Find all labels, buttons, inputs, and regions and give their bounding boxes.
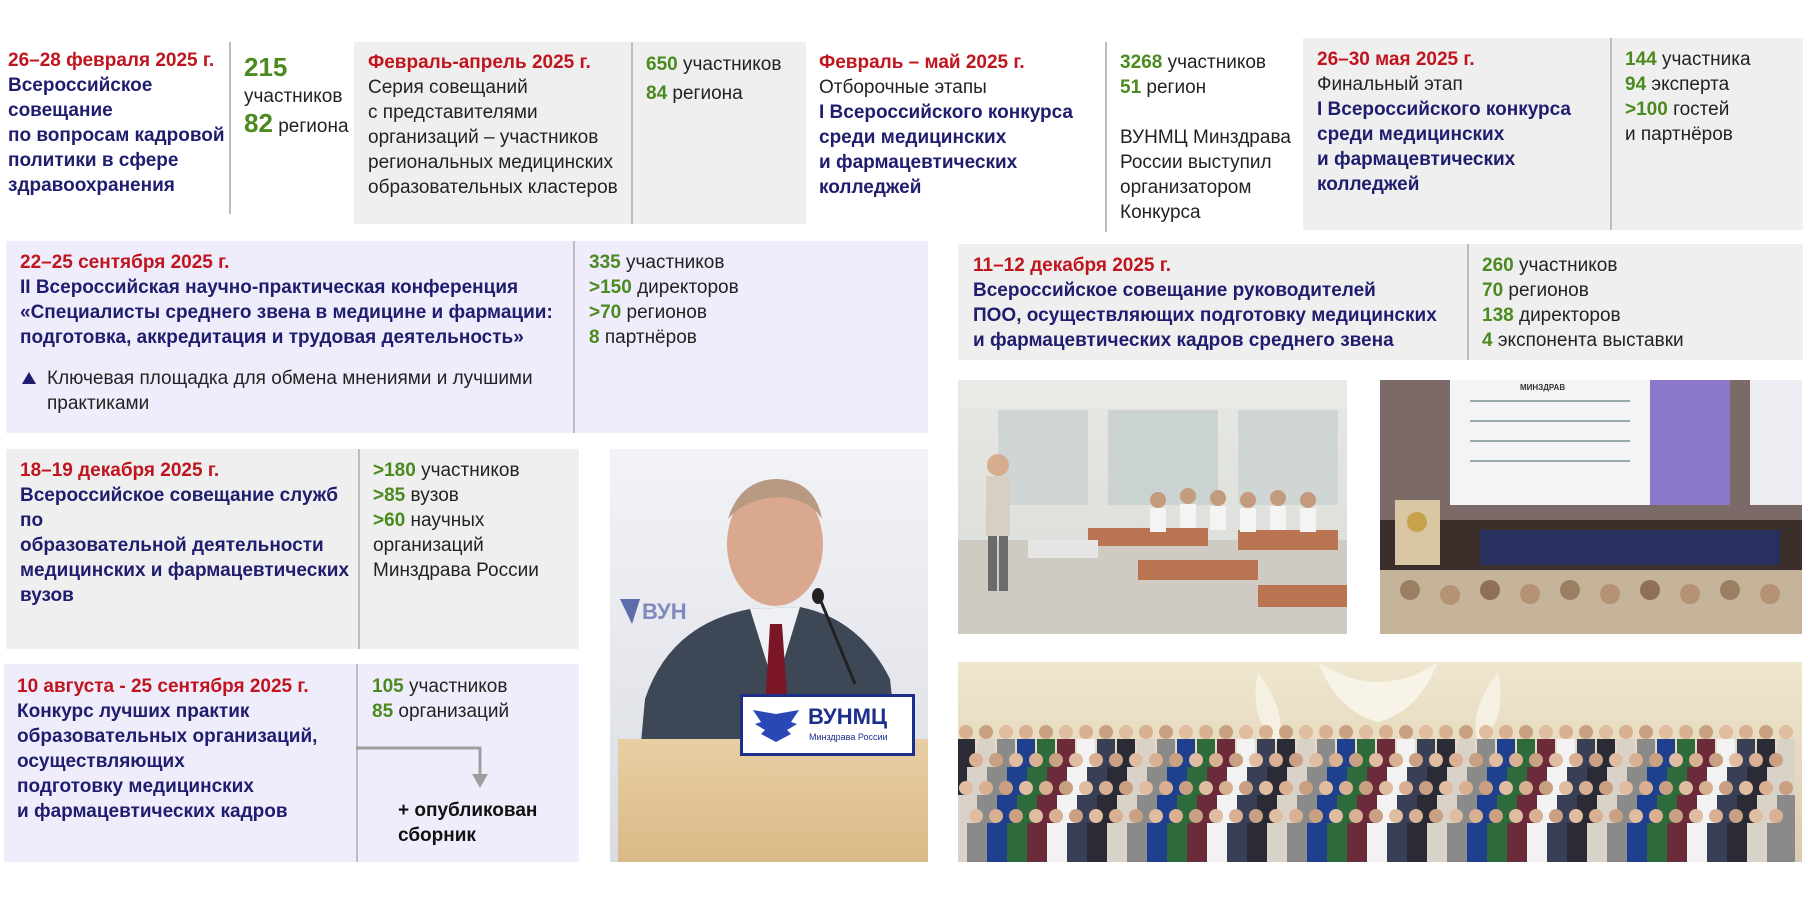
divider (1105, 42, 1107, 232)
stat-number: 4 (1482, 330, 1493, 351)
stat-number: 84 (646, 83, 668, 104)
podium-sign (740, 694, 915, 756)
event-note: Ключевая площадка для обмена мнениями и лучшими практиками (47, 368, 533, 414)
podium (618, 739, 928, 862)
event-date: 26–28 февраля 2025 г. (8, 50, 215, 71)
svg-text:ВУН: ВУН (642, 599, 687, 624)
stat-number: 85 (372, 701, 394, 722)
stat-label: участников (1518, 255, 1618, 276)
event-date: 10 августа - 25 сентября 2025 г. (17, 676, 309, 697)
published-label: + опубликован сборник (398, 800, 538, 846)
conference-hall-photo (1380, 380, 1802, 634)
stat-number: >180 (373, 460, 416, 481)
stat-number: 335 (589, 252, 621, 273)
stat-label: регион (1146, 77, 1207, 98)
stat-label: вузов (410, 485, 459, 506)
stat-label: участников (408, 676, 508, 697)
stat-number: 105 (372, 676, 404, 697)
event-final-stats (1625, 47, 1800, 147)
event-december-poo (973, 253, 1463, 353)
stat-number: >70 (589, 302, 622, 323)
stat-number: 215 (244, 52, 288, 82)
eagle-logo-icon (751, 706, 801, 746)
event-qualifying-stats (1120, 50, 1295, 225)
stat-number: 51 (1120, 77, 1142, 98)
stat-label: и партнёров (1625, 124, 1733, 145)
stat-number: 138 (1482, 305, 1514, 326)
event-title: I Всероссийского конкурса среди медицинских и фармацевтических колледжей (819, 102, 1073, 198)
event-text: Финальный этап (1317, 74, 1463, 95)
event-date: Февраль – май 2025 г. (819, 52, 1025, 73)
event-clusters-stats (646, 52, 796, 106)
classroom-photo (958, 380, 1347, 634)
speaker-photo (610, 449, 928, 862)
stat-number: >100 (1625, 99, 1668, 120)
stat-number: >150 (589, 277, 632, 298)
stat-label: директоров (637, 277, 739, 298)
event-note: ВУНМЦ Минздрава России выступил организатором Конкурса (1120, 127, 1291, 223)
divider (1467, 244, 1469, 360)
event-date: 22–25 сентября 2025 г. (20, 252, 230, 273)
event-best-practices (17, 674, 352, 824)
stat-number: 144 (1625, 49, 1657, 70)
stat-number: 3268 (1120, 52, 1163, 73)
event-title: Всероссийское совещание руководителей ПОО, осуществляющих подготовку медицинских и фармацевтических кадров среднего звена (973, 280, 1437, 351)
stat-number: 94 (1625, 74, 1647, 95)
stat-label: регионов (626, 302, 707, 323)
stat-number: 8 (589, 327, 600, 348)
event-december-poo-stats (1482, 253, 1697, 353)
stat-label: экспонента выставки (1497, 330, 1684, 351)
divider (631, 42, 633, 224)
event-feb-meeting (8, 48, 228, 198)
event-december-universities (20, 458, 350, 608)
stat-label: участников (421, 460, 520, 481)
event-conference-stats (589, 250, 789, 350)
event-final (1317, 47, 1607, 197)
event-date: 11–12 декабря 2025 г. (973, 255, 1172, 276)
stat-number: 260 (1482, 255, 1514, 276)
event-qualifying (819, 50, 1089, 200)
stat-label: эксперта (1651, 74, 1730, 95)
stat-label: участника (1661, 49, 1751, 70)
event-date: 18–19 декабря 2025 г. (20, 460, 220, 481)
stat-label: партнёров (604, 327, 697, 348)
divider (229, 42, 231, 214)
stat-number: 650 (646, 54, 678, 75)
screen-logo-text: МИНЗДРАВ (1520, 383, 1566, 392)
stat-number: 70 (1482, 280, 1504, 301)
group-photo (958, 662, 1802, 862)
event-best-practices-stats (372, 674, 572, 724)
event-feb-stats (244, 50, 354, 139)
event-date: 26–30 мая 2025 г. (1317, 49, 1475, 70)
event-december-universities-stats (373, 458, 573, 583)
event-title: Конкурс лучших практик образовательных организаций, осуществляющих подготовку медицинских и фармацевтических кадров (17, 701, 318, 822)
stat-label: организаций (398, 701, 510, 722)
event-published-note (398, 798, 578, 848)
event-conference (20, 250, 570, 416)
stat-number: >60 (373, 510, 406, 531)
stat-label: региона (278, 116, 349, 137)
event-date: Февраль-апрель 2025 г. (368, 52, 591, 73)
stat-label: участников (682, 54, 782, 75)
event-text: Отборочные этапы (819, 77, 987, 98)
warning-triangle-icon (22, 372, 36, 384)
podium-logo-subtitle: Минздрава России (809, 732, 888, 742)
divider (573, 241, 575, 433)
stat-label: директоров (1518, 305, 1621, 326)
arrow-icon (356, 740, 492, 790)
divider (358, 449, 360, 649)
stat-number: 82 (244, 108, 273, 138)
stat-label: гостей (1673, 99, 1730, 120)
stat-label: научных (410, 510, 485, 531)
stat-label: участников (625, 252, 725, 273)
event-title: II Всероссийская научно-практическая конференция «Специалисты среднего звена в медицине и фармации: подготовка, аккредитация и трудовая деятельность» (20, 277, 553, 348)
divider (1610, 38, 1612, 230)
stat-label: региона (672, 83, 743, 104)
event-title: I Всероссийского конкурса среди медицинских и фармацевтических колледжей (1317, 99, 1571, 195)
stat-label: регионов (1508, 280, 1589, 301)
stat-label: организаций Минздрава России (373, 535, 539, 581)
podium-logo-text: ВУНМЦ (808, 704, 888, 729)
event-clusters (368, 50, 628, 200)
event-text: Серия совещаний с представителями организаций – участников региональных медицинских образовательных кластеров (368, 77, 618, 198)
stat-number: >85 (373, 485, 406, 506)
event-title: Всероссийское совещание по вопросам кадровой политики в сфере здравоохранения (8, 75, 225, 196)
stat-label: участников (244, 86, 343, 107)
event-title: Всероссийское совещание служб по образовательной деятельности медицинских и фармацевтических вузов (20, 485, 350, 606)
stat-label: участников (1167, 52, 1267, 73)
